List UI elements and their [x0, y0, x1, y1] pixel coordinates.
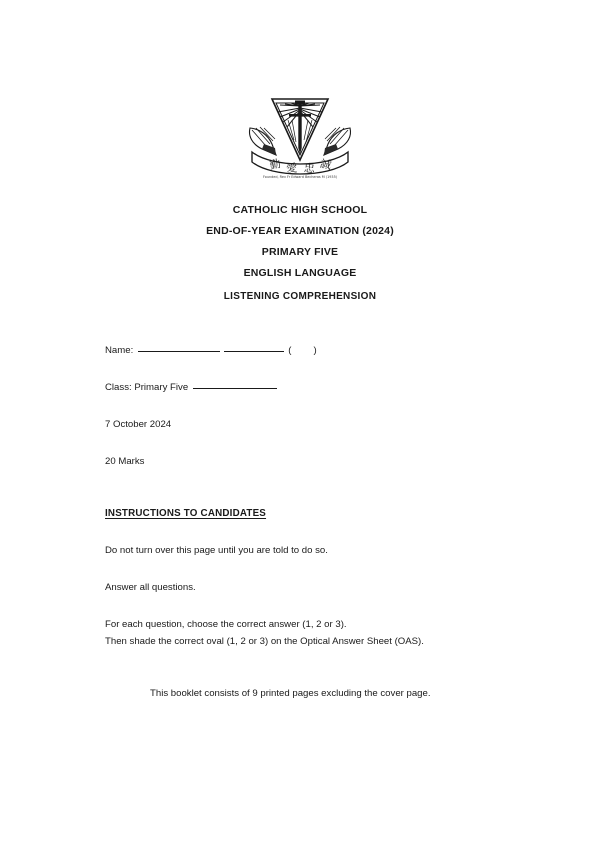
index-number-field[interactable] [288, 345, 338, 356]
booklet-page-count-note: This booklet consists of 9 printed pages excluding the cover page. [150, 688, 431, 699]
index-close-paren: ) [313, 345, 339, 356]
instruction-item-1: Do not turn over this page until you are told to do so. [105, 545, 328, 556]
total-marks: 20 Marks [105, 456, 145, 467]
instruction-item-3: For each question, choose the correct answer (1, 2 or 3). [105, 619, 347, 630]
svg-text:愛: 愛 [285, 161, 298, 176]
instruction-item-4: Then shade the correct oval (1, 2 or 3) on the Optical Answer Sheet (OAS). [105, 636, 424, 647]
paper-subtitle: LISTENING COMPREHENSION [223, 291, 377, 302]
name-label: Name: [105, 345, 134, 356]
crest-container [0, 92, 600, 184]
name-input[interactable] [138, 351, 220, 352]
svg-text:Founded, Rev Fr Edward Bechera: Founded, Rev Fr Edward Becheras M (1935) [262, 175, 338, 179]
exam-date: 7 October 2024 [105, 419, 172, 430]
index-open-paren: ( [288, 345, 314, 356]
subject-name: ENGLISH LANGUAGE [243, 267, 357, 279]
instructions-heading: INSTRUCTIONS TO CANDIDATES [105, 508, 267, 519]
school-name: CATHOLIC HIGH SCHOOL [232, 204, 368, 216]
class-field-row [105, 381, 277, 395]
paper-subtitle-block [0, 289, 600, 305]
class-input[interactable] [193, 388, 277, 389]
level-name: PRIMARY FIVE [261, 246, 339, 258]
name-field-row [105, 344, 339, 358]
name-input-continued[interactable] [224, 351, 284, 352]
exam-header-block [0, 200, 600, 284]
class-label: Class: Primary Five [105, 382, 189, 393]
svg-text:勤: 勤 [268, 157, 283, 173]
svg-text:忠: 忠 [303, 161, 316, 176]
svg-text:誠: 誠 [318, 157, 333, 173]
school-crest-icon [242, 92, 358, 184]
instruction-item-2: Answer all questions. [105, 582, 196, 593]
examination-name: END-OF-YEAR EXAMINATION (2024) [206, 225, 394, 237]
